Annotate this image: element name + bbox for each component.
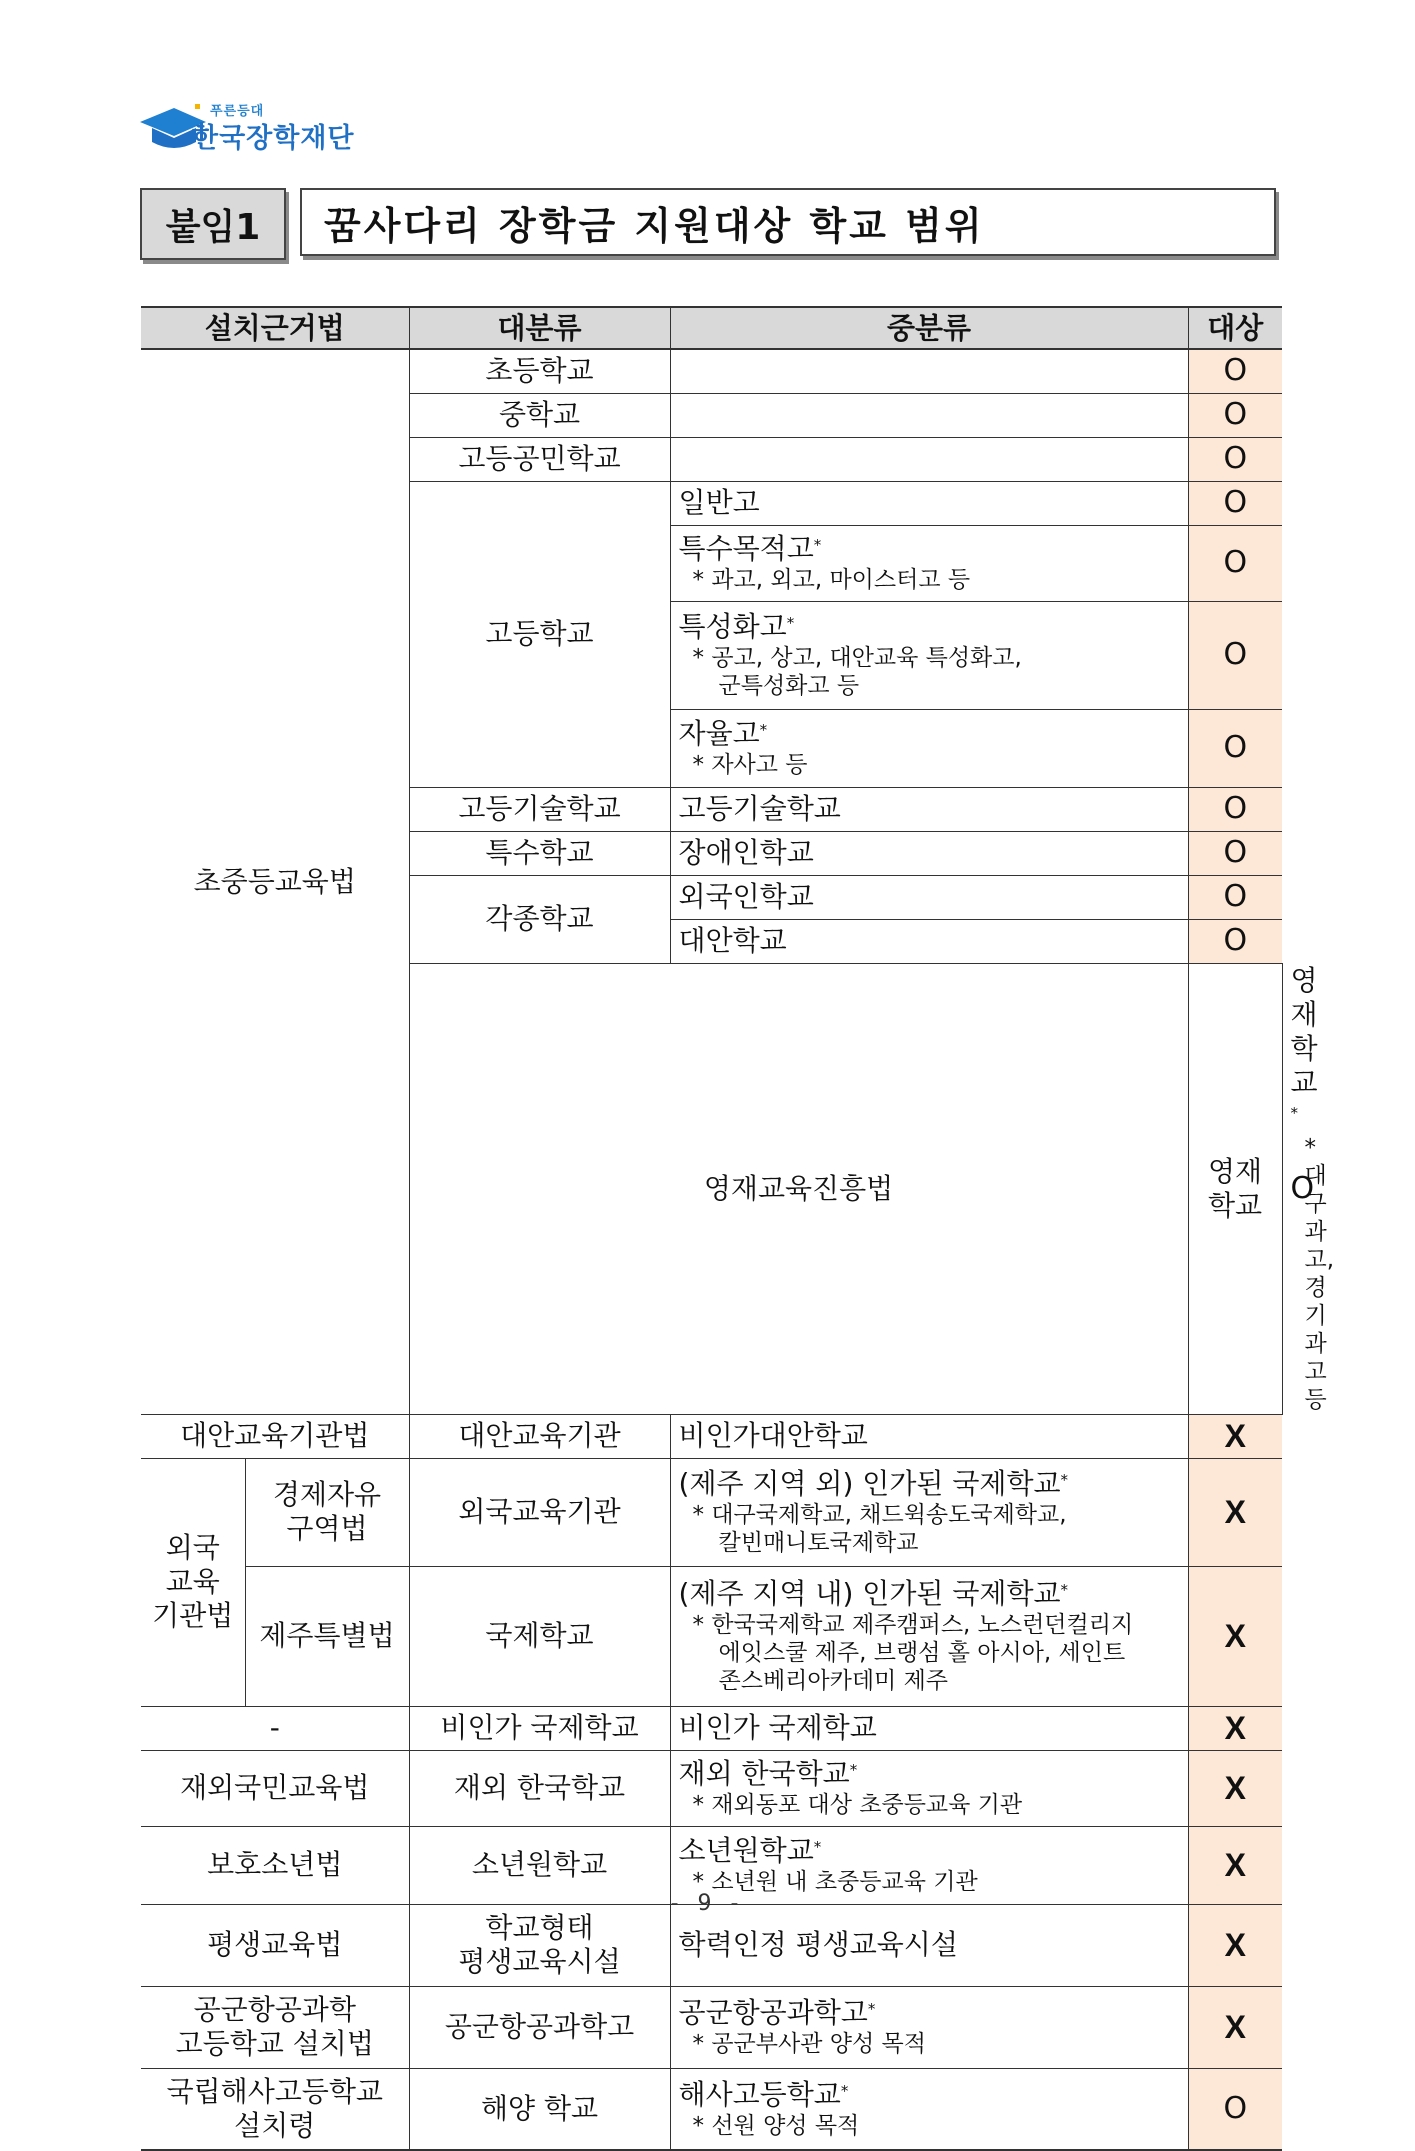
target-cell: X [1188,1750,1282,1826]
header-law: 설치근거법 [141,307,409,349]
table-row [141,1414,1282,1458]
subcategory-cell: 고등기술학교 [670,787,1188,831]
target-cell: X [1188,1706,1282,1750]
category-cell: 각종학교 [409,875,670,963]
subcategory-cell: 학력인정 평생교육시설 [670,1904,1188,1986]
target-cell: O [1188,2068,1282,2150]
subcategory-label: 공군항공과학고 [678,1996,868,2029]
target-cell: O [1188,709,1282,787]
sublaw-cell: 제주특별법 [245,1566,409,1706]
subcategory-note: * 과고, 외고, 마이스터고 등 [692,567,971,593]
header-subcategory: 중분류 [670,307,1188,349]
subcategory-note: * 자사고 등 [692,752,808,778]
logo [138,100,368,160]
logo-tagline: 푸른등대 [210,104,265,119]
subcategory-note: * 공고, 상고, 대안교육 특성화고, [692,645,1022,671]
subcategory-cell: 특성화고* * 공고, 상고, 대안교육 특성화고, 군특성화고 등 [670,601,1188,709]
subcategory-note: * 재외동포 대상 초중등교육 기관 [692,1792,1023,1818]
page-number: - 9 - [670,1891,745,1916]
subcategory-label: 특수목적고 [678,532,814,565]
law-cell: 초중등교육법 [141,349,409,1414]
subcategory-label: (제주 지역 외) 인가된 국제학교 [678,1467,1061,1500]
category-cell: 소년원학교 [409,1826,670,1904]
target-cell: X [1188,1566,1282,1706]
subcategory-note: * 대구과고, 경기과고 등 [1304,1134,1335,1413]
target-cell: O [1188,481,1282,525]
subcategory-label: 해사고등학교 [678,2077,841,2111]
subcategory-note: * 공군부사관 양성 목적 [692,2031,926,2057]
table-row [141,1904,1282,1986]
category-cell: 중학교 [409,393,670,437]
title-row [140,188,1280,262]
logo-name: 한국장학재단 [192,123,355,154]
subcategory-label: 재외 한국학교 [678,1757,850,1790]
table-row [141,1706,1282,1750]
subcategory-cell [670,349,1188,393]
subcategory-label: (제주 지역 내) 인가된 국제학교 [678,1577,1061,1610]
law-cell: 재외국민교육법 [141,1750,409,1826]
table-row: 영재교육진흥법 영재학교 영재학교* * 대구과고, 경기과고 등 O [141,963,1282,1414]
target-cell: O [1188,393,1282,437]
subcategory-cell: 비인가 국제학교 [670,1706,1188,1750]
category-cell: 학교형태 평생교육시설 [409,1904,670,1986]
subcategory-cell [670,437,1188,481]
subcategory-cell: 대안학교 [670,919,1188,963]
law-cell: 영재교육진흥법 [409,963,1188,1414]
subcategory-label: 영재학교 [1290,963,1318,1099]
subcategory-note: 칼빈매니토국제학교 [718,1530,919,1556]
table-row [141,349,1282,393]
subcategory-note: * 선원 양성 목적 [692,2112,860,2139]
subcategory-label: 소년원학교 [678,1834,814,1867]
subcategory-cell: 해사고등학교* * 선원 양성 목적 [670,2068,1188,2150]
target-cell: X [1188,1826,1282,1904]
table-row [141,1986,1282,2068]
law-cell: 보호소년법 [141,1826,409,1904]
target-cell: O [1188,875,1282,919]
subcategory-cell: 재외 한국학교* * 재외동포 대상 초중등교육 기관 [670,1750,1188,1826]
subcategory-note: 존스베리아카데미 제주 [718,1668,949,1694]
table-row [141,1458,1282,1566]
target-cell: O [1188,919,1282,963]
law-cell: 대안교육기관법 [141,1414,409,1458]
category-cell: 고등공민학교 [409,437,670,481]
subcategory-cell: 비인가대안학교 [670,1414,1188,1458]
subcategory-cell: 일반고 [670,481,1188,525]
target-cell: X [1188,1458,1282,1566]
category-cell: 대안교육기관 [409,1414,670,1458]
subcategory-note: * 대구국제학교, 채드윅송도국제학교, [692,1502,1067,1528]
subcategory-cell [670,393,1188,437]
subcategory-cell: 소년원학교* * 소년원 내 초중등교육 기관 [670,1826,1188,1904]
school-scope-table [141,306,1335,2151]
table-header-row [141,307,1282,349]
target-cell: O [1188,831,1282,875]
law-cell: 평생교육법 [141,1904,409,1986]
table-row [141,1566,1282,1706]
sublaw-cell: 경제자유 구역법 [245,1458,409,1566]
category-cell: 국제학교 [409,1566,670,1706]
subcategory-note: * 소년원 내 초중등교육 기관 [692,1869,978,1895]
attachment-label: 붙임1 [140,188,286,260]
header-category: 대분류 [409,307,670,349]
target-cell: X [1188,1986,1282,2068]
subcategory-label: 특성화고 [678,610,787,643]
subcategory-cell: 특수목적고* * 과고, 외고, 마이스터고 등 [670,525,1188,601]
target-cell: X [1188,1904,1282,1986]
header-target: 대상 [1188,307,1282,349]
subcategory-note: 군특성화고 등 [718,673,860,699]
subcategory-cell: (제주 지역 내) 인가된 국제학교* * 한국국제학교 제주캠퍼스, 노스런던컬리지 에잇스쿨 제주, 브랭섬 홀 아시아, 세인트 존스베리아카데미 제주 [670,1566,1188,1706]
category-cell: 해양 학교 [409,2068,670,2150]
category-cell: 외국교육기관 [409,1458,670,1566]
subcategory-cell: 공군항공과학고* * 공군부사관 양성 목적 [670,1986,1188,2068]
page-title: 꿈사다리 장학금 지원대상 학교 범위 [300,188,1276,256]
target-cell: X [1188,1414,1282,1458]
subcategory-note: 에잇스쿨 제주, 브랭섬 홀 아시아, 세인트 [718,1640,1126,1666]
category-cell: 영재학교 [1188,963,1282,1414]
subcategory-label: 자율고 [678,717,760,750]
category-cell: 비인가 국제학교 [409,1706,670,1750]
target-cell: O [1188,601,1282,709]
target-cell: O [1188,437,1282,481]
subcategory-note: * 한국국제학교 제주캠퍼스, 노스런던컬리지 [692,1612,1134,1638]
category-cell: 초등학교 [409,349,670,393]
target-cell: O [1188,349,1282,393]
category-cell: 고등기술학교 [409,787,670,831]
table-row [141,2068,1282,2150]
category-cell: 재외 한국학교 [409,1750,670,1826]
law-cell: 국립해사고등학교 설치령 [141,2068,409,2150]
category-cell: 고등학교 [409,481,670,787]
law-cell: - [141,1706,409,1750]
subcategory-cell: (제주 지역 외) 인가된 국제학교* * 대구국제학교, 채드윅송도국제학교, 칼빈매니토국제학교 [670,1458,1188,1566]
subcategory-cell: 외국인학교 [670,875,1188,919]
subcategory-cell: 장애인학교 [670,831,1188,875]
subcategory-cell: 자율고* * 자사고 등 [670,709,1188,787]
category-cell: 특수학교 [409,831,670,875]
category-cell: 공군항공과학고 [409,1986,670,2068]
law-cell: 외국 교육 기관법 [141,1458,245,1706]
target-cell: O [1188,525,1282,601]
table-row [141,1750,1282,1826]
target-cell: O [1188,787,1282,831]
law-cell: 공군항공과학 고등학교 설치법 [141,1986,409,2068]
